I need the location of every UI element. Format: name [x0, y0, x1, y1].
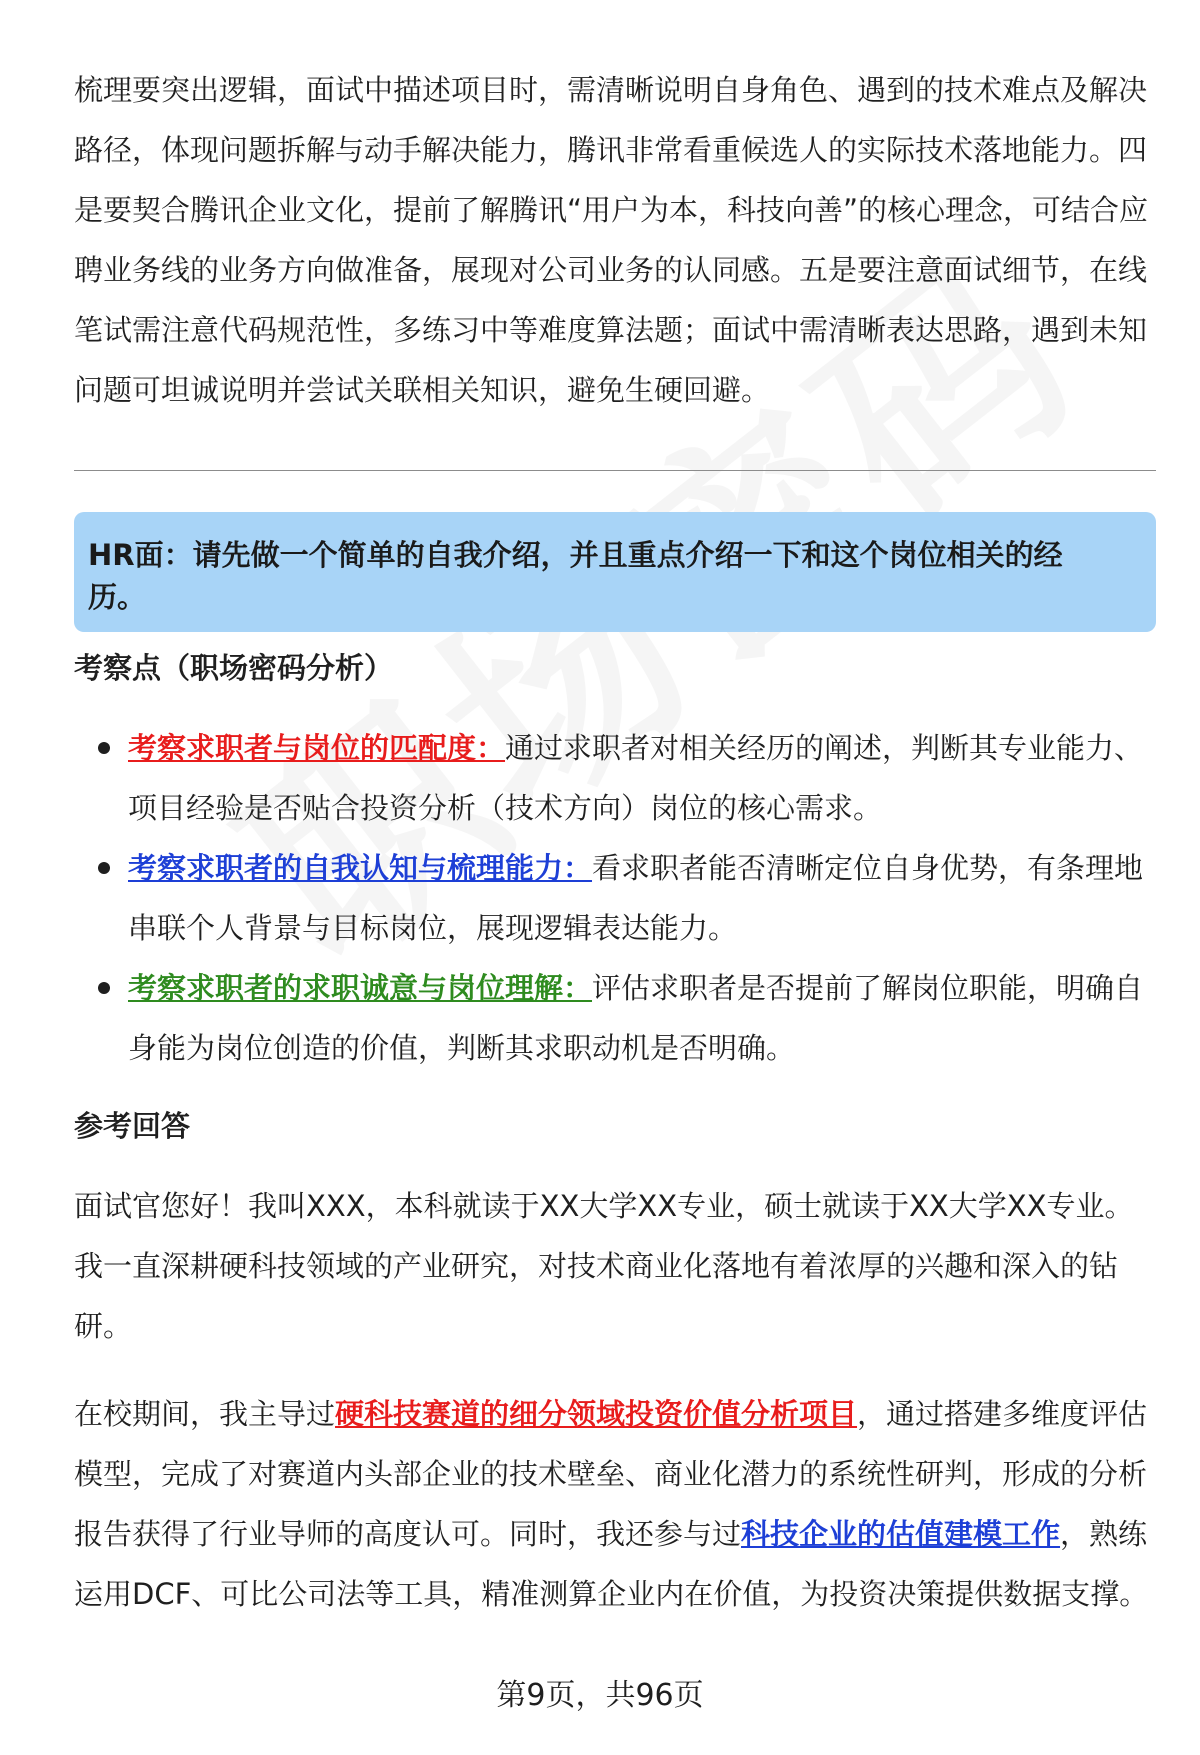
analysis-heading: 考察点（职场密码分析） [74, 651, 394, 685]
page-number: 第9页，共96页 [496, 1678, 704, 1713]
answer-text: 在校期间，我主导过 [74, 1397, 336, 1431]
analysis-item-title: 考察求职者的自我认知与梳理能力： [128, 851, 593, 885]
analysis-item-text: 通过求职者对相关经历的阐述，判断其专业能力、项目经验是否贴合投资分析（技术方向）岗位的核心需求。 [128, 731, 1144, 825]
analysis-item-title: 考察求职者与岗位的匹配度： [128, 731, 506, 765]
bullet-icon [98, 742, 110, 754]
question-box [74, 512, 1156, 632]
analysis-item-text: 看求职者能否清晰定位自身优势，有条理地串联个人背景与目标岗位，展现逻辑表达能力。 [128, 851, 1144, 945]
analysis-item [74, 718, 1156, 838]
highlight-valuation: 科技企业的估值建模工作 [741, 1517, 1061, 1551]
answer-paragraph-2 [74, 1384, 1156, 1624]
analysis-item [74, 958, 1156, 1078]
analysis-item-title: 考察求职者的求职诚意与岗位理解： [128, 971, 593, 1005]
analysis-list [74, 718, 1156, 1078]
question-text: HR面：请先做一个简单的自我介绍，并且重点介绍一下和这个岗位相关的经历。 [88, 538, 1063, 614]
intro-paragraph: 梳理要突出逻辑，面试中描述项目时，需清晰说明自身角色、遇到的技术难点及解决路径，体现问题拆解与动手解决能力，腾讯非常看重候选人的实际技术落地能力。四是要契合腾讯企业文化，提前了解腾讯“用户为本，科技向善”的核心理念，可结合应聘业务线的业务方向做准备，展现对公司业务的认同感。五是要注意面试细节，在线笔试需注意代码规范性，多练习中等难度算法题；面试中需清晰表达思路，遇到未知问题可坦诚说明并尝试关联相关知识，避免生硬回避。 [74, 73, 1149, 407]
section-divider [74, 470, 1156, 471]
analysis-item [74, 838, 1156, 958]
bullet-icon [98, 862, 110, 874]
highlight-project: 硬科技赛道的细分领域投资价值分析项目 [335, 1397, 858, 1431]
answer-text: ，熟练运用DCF、可比公司法等工具，精准测算企业内在价值，为投资决策提供数据支撑。 [74, 1517, 1149, 1611]
answer-heading: 参考回答 [74, 1109, 191, 1143]
answer-text: ，通过搭建多维度评估模型，完成了对赛道内头部企业的技术壁垒、商业化潜力的系统性研判，形成的分析报告获得了行业导师的高度认可。同时，我还参与过 [74, 1397, 1148, 1551]
answer-paragraph-1: 面试官您好！我叫XXX，本科就读于XX大学XX专业，硕士就读于XX大学XX专业。我一直深耕硬科技领域的产业研究，对技术商业化落地有着浓厚的兴趣和深入的钻研。 [74, 1189, 1134, 1343]
analysis-item-text: 评估求职者是否提前了解岗位职能，明确自身能为岗位创造的价值，判断其求职动机是否明确。 [128, 971, 1144, 1065]
bullet-icon [98, 982, 110, 994]
